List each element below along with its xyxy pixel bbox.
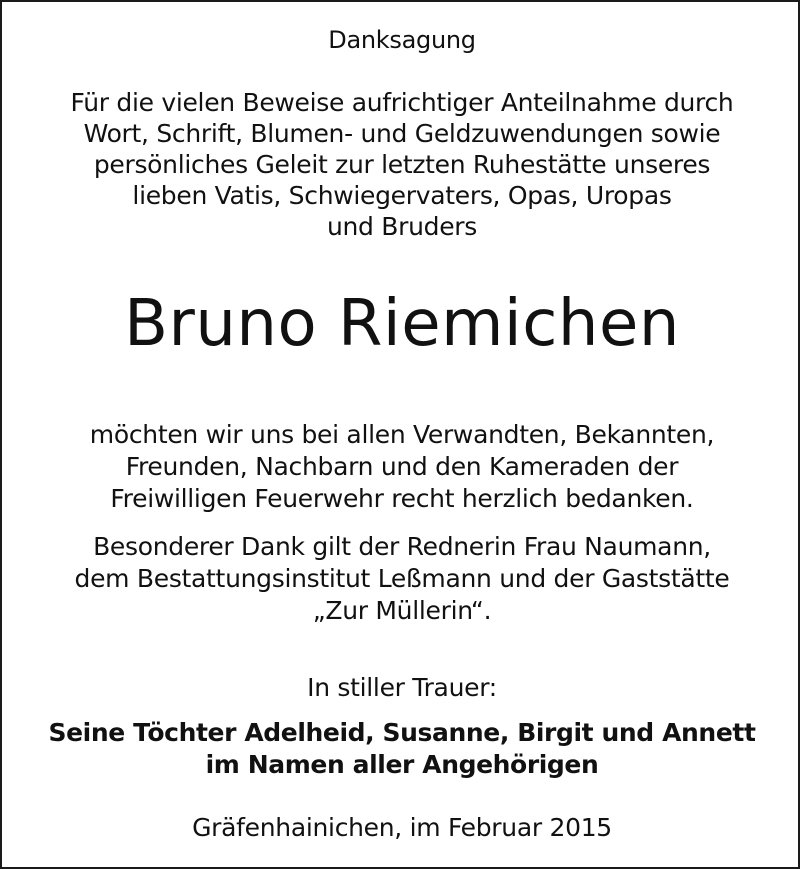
special-thanks-line-3: „Zur Müllerin“.	[312, 596, 492, 625]
deceased-name: Bruno Riemichen	[124, 287, 680, 361]
place-and-date: Gräfenhainichen, im Februar 2015	[192, 813, 612, 842]
intro-line-1: Für die vielen Beweise aufrichtiger Anteilnahme durch	[70, 88, 734, 117]
thanks-line-2: Freunden, Nachbarn und den Kameraden der	[125, 452, 679, 481]
special-thanks-line-1: Besonderer Dank gilt der Rednerin Frau Naumann,	[93, 532, 711, 561]
signatories-line-1: Seine Töchter Adelheid, Susanne, Birgit und Annett	[48, 718, 756, 747]
thanks-line-3: Freiwilligen Feuerwehr recht herzlich bedanken.	[110, 484, 694, 513]
signatories-line-2: im Namen aller Angehörigen	[205, 750, 599, 779]
notice-heading: Danksagung	[328, 26, 476, 54]
intro-line-2: Wort, Schrift, Blumen- und Geldzuwendungen sowie	[83, 119, 721, 148]
mourning-label: In stiller Trauer:	[307, 673, 497, 702]
intro-line-3: persönliches Geleit zur letzten Ruhestätte unseres	[93, 150, 711, 179]
thanks-line-1: möchten wir uns bei allen Verwandten, Bekannten,	[89, 420, 715, 449]
intro-line-5: und Bruders	[326, 212, 478, 241]
intro-line-4: lieben Vatis, Schwiegervaters, Opas, Uropas	[132, 181, 672, 210]
special-thanks-line-2: dem Bestattungsinstitut Leßmann und der Gaststätte	[74, 564, 730, 593]
